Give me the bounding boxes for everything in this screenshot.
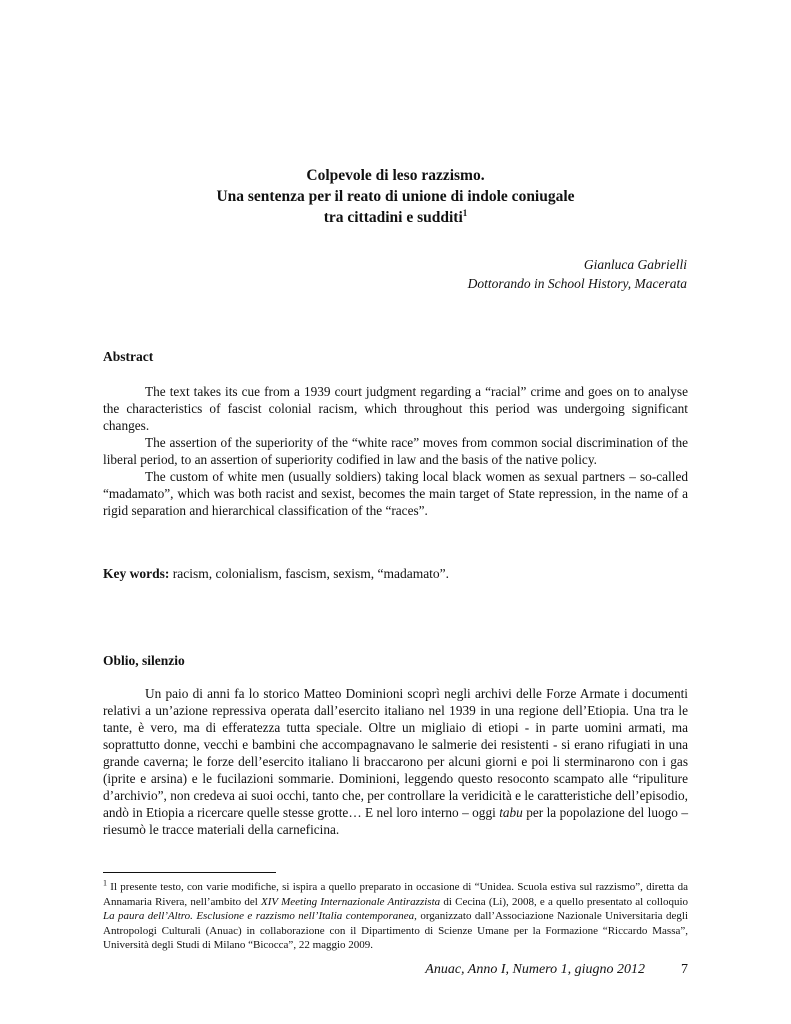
abstract-paragraph-1: The text takes its cue from a 1939 court judgment regarding a “racial” crime and goes on to analyse the characteristics of fascist colonial racism, which throughout this period was undergoing significant changes. xyxy=(103,384,688,433)
section-paragraph xyxy=(103,685,688,838)
title-footnote-ref: 1 xyxy=(462,207,468,218)
section-italic-term: tabu xyxy=(499,805,523,820)
title-line-2: Una sentenza per il reato di unione di indole coniugale xyxy=(216,188,575,205)
footnote-1 xyxy=(103,880,688,953)
title-line-3 xyxy=(0,207,791,228)
title-line-1: Colpevole di leso razzismo. xyxy=(306,167,485,184)
section-body-oblio xyxy=(103,685,688,838)
footnote-italic-1: XIV Meeting Internazionale Antirazzista xyxy=(260,895,441,908)
section-text-2: per la popolazione del luogo – riesumò le tracce materiali della carneficina. xyxy=(103,805,688,837)
abstract-heading: Abstract xyxy=(103,349,154,364)
title-line-3-text: tra cittadini e sudditi xyxy=(323,209,463,226)
abstract-paragraph-2: The assertion of the superiority of the “white race” moves from common social discrimination of the liberal period, to an assertion of superiority codified in law and the basis of the native policy. xyxy=(103,435,688,467)
abstract-paragraph-3: The custom of white men (usually soldiers) taking local black women as sexual partners – so-called “madamato”, which was both racist and sexist, becomes the main target of State repression, in the name of a rigid separation and hierarchical classification of the “races”. xyxy=(103,469,688,518)
keywords-line xyxy=(103,566,449,582)
page-number: 7 xyxy=(681,962,688,977)
footnote-italic-2: La paura dell’Altro. Esclusione e razzismo nell’Italia contemporanea xyxy=(103,910,415,922)
keywords-text: racism, colonialism, fascism, sexism, “madamato”. xyxy=(169,566,450,581)
footnote-text-1: Il presente testo, con varie modifiche, si ispira a quello preparato in occasione di “Unidea. Scuola estiva sul razzismo”, diretta da Annamaria Rivera, nell’ambito del xyxy=(103,881,688,908)
footnote-number: 1 xyxy=(103,878,107,888)
footnote-divider xyxy=(103,872,276,873)
footnote-text-2: di Cecina (Li), 2008, e a quello presentato al colloquio xyxy=(440,895,688,908)
author-block xyxy=(468,255,687,293)
footnote-text-3: , organizzato dall’Associazione Nazionale Universitaria degli Antropologi Culturali (Anuac) in collaborazione con il Dipartimento di Scienze Umane per la Formazione “Riccardo Massa”, Università degli Studi di Milano “Bicocca”, 22 maggio 2009. xyxy=(103,910,689,951)
abstract-body xyxy=(103,383,688,519)
journal-citation: Anuac, Anno I, Numero 1, giugno 2012 xyxy=(425,962,645,977)
author-name: Gianluca Gabrielli xyxy=(583,257,687,272)
paper-title xyxy=(0,165,791,228)
section-text-1: Un paio di anni fa lo storico Matteo Dominioni scoprì negli archivi delle Forze Armate i documenti relativi a un’azione repressiva operata dall’esercito italiano nel 1939 in una regione dell’Etiopia. Una tra le tante, è vero, ma di efferatezza tutta speciale. Oltre un migliaio di etiopi - in parte uomini armati, ma soprattutto donne, vecchi e bambini che accompagnavano le salmerie dei resistenti - si erano rifugiati in una grande caverna; le forze dell’esercito italiano li braccarono per alcuni giorni e poi li sterminarono con i gas (iprite e arsina) e le fucilazioni sommarie. Dominioni, leggendo questo resoconto scampato alle “ripuliture d’archivio”, non credeva ai suoi occhi, tanto che, per controllare la veridicità e le caratteristiche dell’episodio, andò in Etiopia a ricercare quelle stesse grotte… E nel loro interno – oggi xyxy=(103,686,688,820)
section-heading-oblio: Oblio, silenzio xyxy=(103,653,185,668)
keywords-label: Key words: xyxy=(103,566,170,581)
author-affiliation: Dottorando in School History, Macerata xyxy=(467,276,687,291)
